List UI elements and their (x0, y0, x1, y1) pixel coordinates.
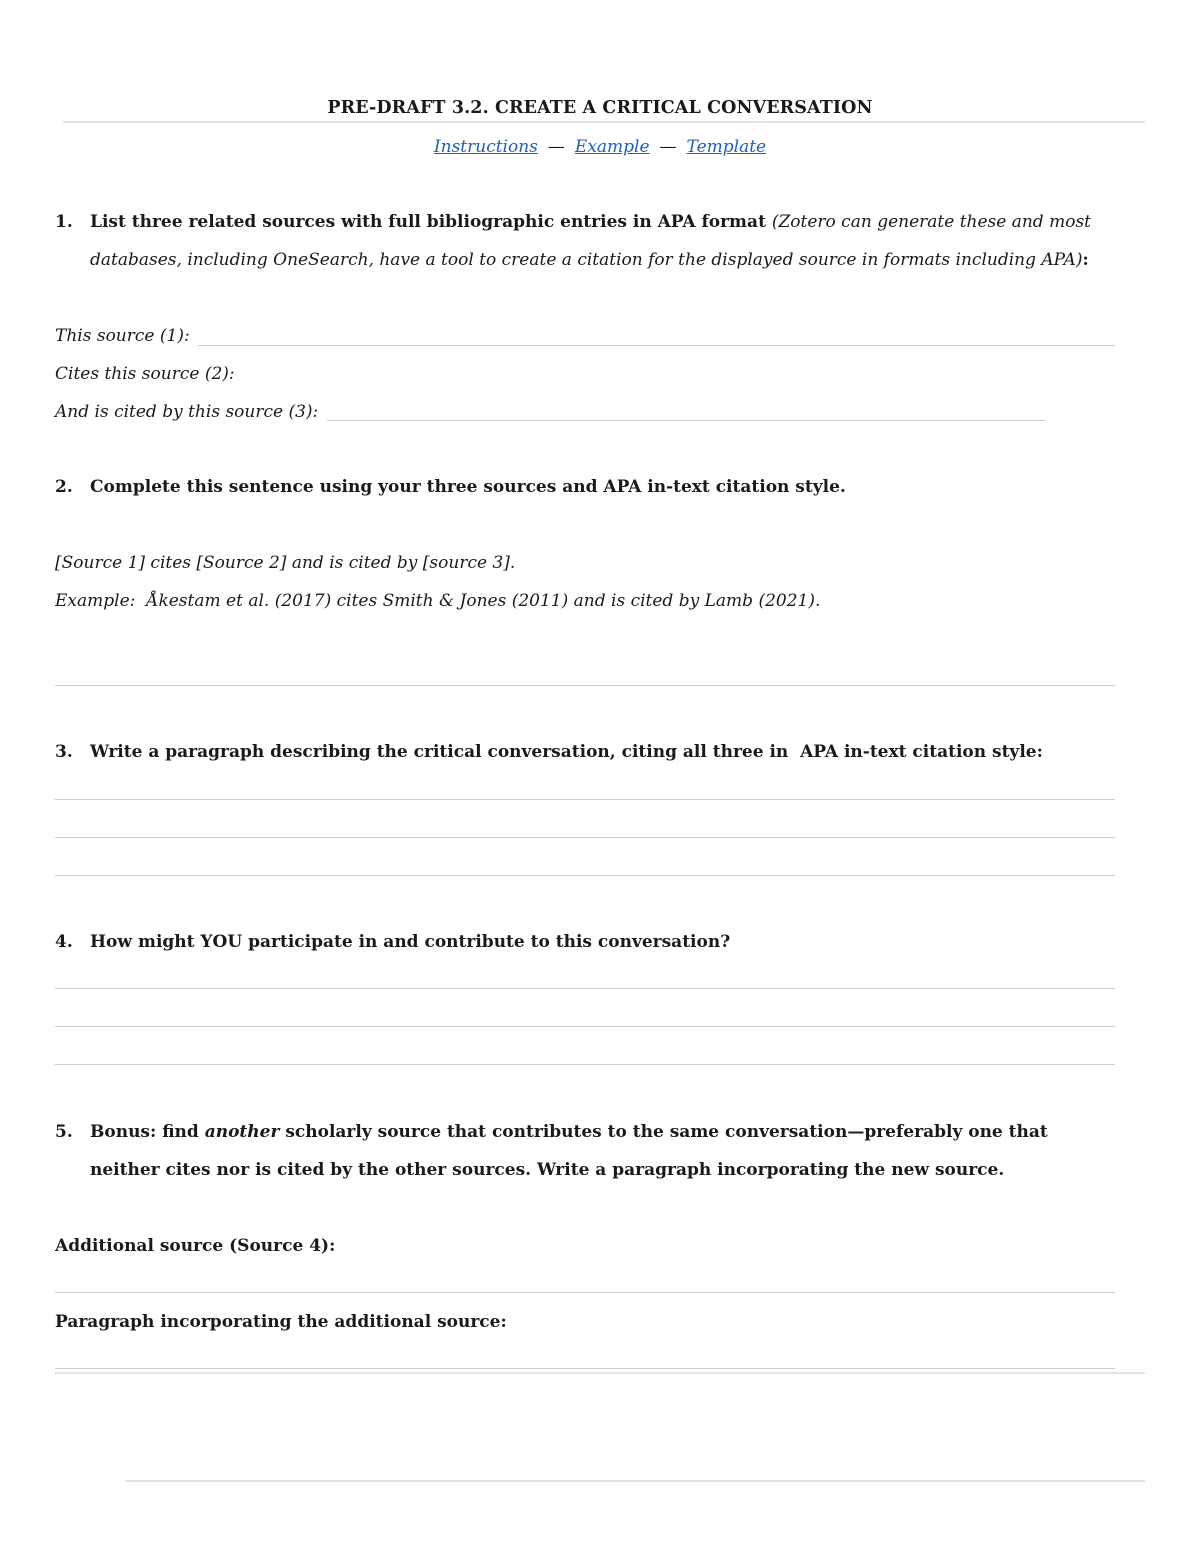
question-1 (55, 203, 1135, 283)
question-3-text: Write a paragraph describing the critical conversation, citing all three in APA in-text citation style: (90, 742, 1043, 762)
question-5 (55, 1113, 1135, 1193)
answer-line[interactable] (55, 685, 1115, 686)
question-2-text: Complete this sentence using your three sources and APA in-text citation style. (90, 477, 846, 497)
link-separator: — (547, 137, 565, 157)
question-4 (55, 923, 1135, 961)
answer-line[interactable] (55, 988, 1115, 989)
question-1-note-cont: databases, including OneSearch, have a tool to create a citation for the displayed source in formats including APA) (90, 250, 1083, 270)
answer-line[interactable] (55, 875, 1115, 876)
link-separator: — (659, 137, 677, 157)
question-5-emphasis: another (204, 1122, 280, 1142)
header-top-rule (63, 121, 1145, 123)
source-3-label: And is cited by this source (3): (55, 402, 319, 422)
answer-line[interactable] (55, 799, 1115, 800)
question-5-line2: neither cites nor is cited by the other sources. Write a paragraph incorporating the new source. (90, 1160, 1005, 1180)
page-title: PRE-DRAFT 3.2. CREATE A CRITICAL CONVERSATION (327, 98, 873, 118)
source-3-line[interactable] (327, 420, 1045, 421)
section-bottom-rule (55, 1372, 1145, 1374)
question-1-colon: : (1082, 250, 1089, 270)
question-2 (55, 468, 1135, 506)
paragraph-label: Paragraph incorporating the additional source: (55, 1312, 507, 1332)
question-number: 5. (55, 1122, 73, 1142)
header-links (0, 137, 1200, 157)
question-4-text: How might YOU participate in and contribute to this conversation? (90, 932, 731, 952)
question-5-part1: Bonus: find (90, 1122, 205, 1142)
source-1-line[interactable] (198, 345, 1115, 346)
source-1-label: This source (1): (55, 326, 190, 346)
paragraph-line[interactable] (55, 1368, 1115, 1369)
instructions-link[interactable]: Instructions (433, 137, 538, 157)
additional-source-line[interactable] (55, 1292, 1115, 1293)
answer-line[interactable] (55, 837, 1115, 838)
question-3 (55, 733, 1135, 771)
example-link[interactable]: Example (574, 137, 650, 157)
sentence-pattern: [Source 1] cites [Source 2] and is cited by [source 3]. (55, 553, 516, 573)
answer-line[interactable] (55, 1026, 1115, 1027)
additional-source-label: Additional source (Source 4): (55, 1236, 336, 1256)
question-1-note: (Zotero can generate these and most (771, 212, 1092, 232)
answer-line[interactable] (55, 1064, 1115, 1065)
sentence-example: Example: Åkestam et al. (2017) cites Smith & Jones (2011) and is cited by Lamb (2021). (55, 591, 821, 611)
question-number: 1. (55, 212, 73, 232)
question-number: 4. (55, 932, 73, 952)
question-5-part2: scholarly source that contributes to the same conversation—preferably one that (279, 1122, 1048, 1142)
question-number: 2. (55, 477, 73, 497)
source-2-label: Cites this source (2): (55, 364, 235, 384)
footer-rule (125, 1480, 1145, 1482)
question-1-bold: List three related sources with full bibliographic entries in APA format (90, 212, 766, 232)
question-number: 3. (55, 742, 73, 762)
template-link[interactable]: Template (686, 137, 767, 157)
